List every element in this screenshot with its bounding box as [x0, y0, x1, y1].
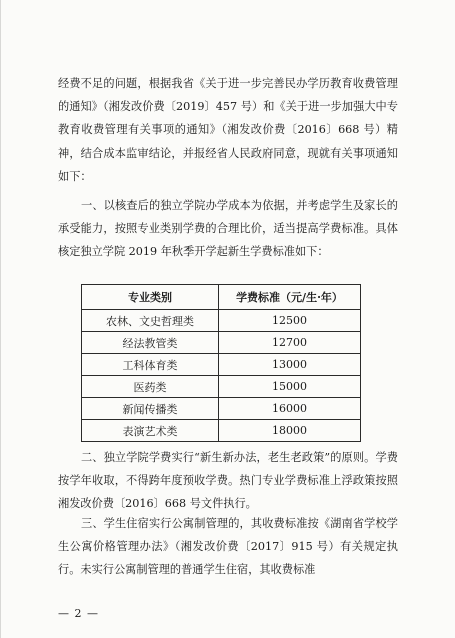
tuition-table [81, 284, 361, 442]
table-row [82, 310, 361, 332]
paragraph-item-3: 三、学生住宿实行公寓制管理的，其收费标准按《湖南省学校学生公寓价格管理办法》（湘发改价费〔2017〕915 号）有关规定执行。未实行公寓制管理的普通学生住宿，其收费标准 [58, 517, 398, 577]
table-cell-fee: 18000 [219, 420, 361, 442]
table-cell-fee: 13000 [219, 354, 361, 376]
table-cell-category: 农林、文史哲理类 [82, 310, 219, 332]
table-row [82, 332, 361, 354]
header-tuition-standard: 学费标准（元/生·年） [219, 285, 361, 310]
paragraph-item-1: 一、以核查后的独立学院办学成本为依据，并考虑学生及家长的承受能力，按照专业类别学费的合理比价，适当提高学费标准。具体核定独立学院 2019 年秋季开学起新生学费标准如下： [58, 199, 398, 259]
paragraph-item-2: 二、独立学院学费实行“新生新办法，老生老政策”的原则。学费按学年收取，不得跨年度预收学费。热门专业学费标准上浮政策按照湘发改价费〔2016〕668 号文件执行。 [58, 451, 398, 511]
page-number: — 2 — [58, 607, 99, 620]
table-cell-fee: 12500 [219, 310, 361, 332]
table-cell-category: 医药类 [82, 376, 219, 398]
paragraph-intro: 经费不足的问题，根据我省《关于进一步完善民办学历教育收费管理的通知》（湘发改价费〔2019〕457 号）和《关于进一步加强大中专教育收费管理有关事项的通知》（湘发改价费〔2016〕668 号）精神，结合成本监审结论，并报经省人民政府同意，现就有关事项通知如下： [58, 77, 398, 183]
table-row [82, 376, 361, 398]
table-cell-fee: 15000 [219, 376, 361, 398]
table-cell-category: 经法教管类 [82, 332, 219, 354]
table-row [82, 354, 361, 376]
table-cell-fee: 16000 [219, 398, 361, 420]
table-header-row [82, 285, 361, 310]
table-cell-category: 工科体育类 [82, 354, 219, 376]
table-row [82, 420, 361, 442]
header-major-category: 专业类别 [82, 285, 219, 310]
table-cell-category: 表演艺术类 [82, 420, 219, 442]
table-cell-category: 新闻传播类 [82, 398, 219, 420]
table-row [82, 398, 361, 420]
table-cell-fee: 12700 [219, 332, 361, 354]
